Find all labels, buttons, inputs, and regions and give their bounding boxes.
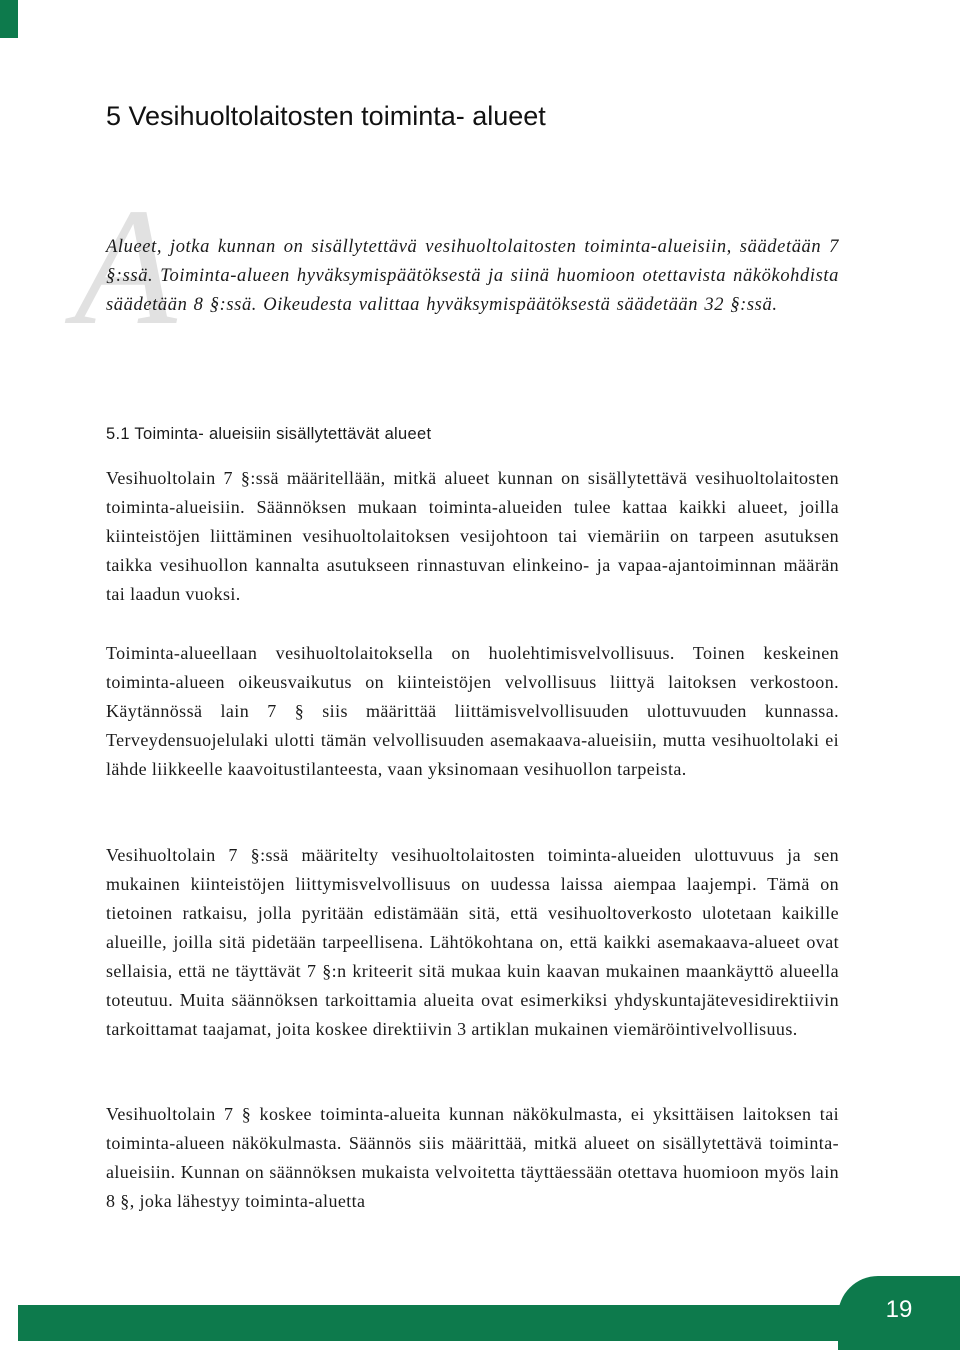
drop-cap-letter: A bbox=[74, 174, 177, 360]
intro-paragraph: Alueet, jotka kunnan on sisällytettävä vesihuoltolaitosten toiminta-alueisiin, säädetään 7 §:ssä. Toiminta-alueen hyväksymispäätöksestä ja siinä huomioon otettavista näkökohdista säädetään 8 §:ssä. Oikeudesta valittaa hyväksymispäätöksestä säädetään 32 §:ssä. bbox=[106, 237, 839, 315]
body-paragraph-1: Vesihuoltolain 7 §:ssä määritellään, mitkä alueet kunnan on sisällytettävä vesihuoltolaitosten toiminta-alueisiin. Säännöksen mukaan toiminta-alueiden tulee kattaa kaikki alueet, joilla kiinteistöjen liittäminen vesihuoltolaitoksen vesijohtoon tai viemäriin on tarpeen asutuksen taikka vesihuollon kannalta asutukseen rinnastuvan elinkeino- ja vapaa-ajantoiminnan määrän tai laadun vuoksi. bbox=[106, 468, 839, 604]
page-number-tab bbox=[838, 1276, 960, 1350]
corner-mark bbox=[0, 0, 18, 38]
footer-bar bbox=[18, 1305, 918, 1341]
page-number: 19 bbox=[885, 1296, 913, 1323]
body-paragraph-4: Vesihuoltolain 7 § koskee toiminta-alueita kunnan näkökulmasta, ei yksittäisen laitoksen tai toiminta-alueen näkökulmasta. Säännös siis määrittää, mitkä alueet on sisällytettävä toiminta-alueisiin. Kunnan on säännöksen mukaista velvoitetta täyttäessään otettava huomioon myös lain 8 §, joka lähestyy toiminta-aluetta bbox=[106, 1104, 839, 1211]
chapter-title: 5 Vesihuoltolaitosten toiminta- alueet bbox=[106, 101, 546, 131]
body-paragraph-3: Vesihuoltolain 7 §:ssä määritelty vesihuoltolaitosten toiminta-alueiden ulottuvuus ja sen mukainen kiinteistöjen liittymisvelvollisuus on uudessa laissa aiempaa laajempi. Tämä on tietoinen ratkaisu, jolla pyritään edistämään sitä, että vesihuoltoverkosto ulotetaan kaikille alueille, joilla sitä pidetään tarpeellisena. Lähtökohtana on, että kaikki asemakaava-alueet ovat sellaisia, että ne täyttävät 7 §:n kriteerit sitä mukaa kuin kaavan mukainen maankäyttö alueella toteutuu. Muita säännöksen tarkoittamia alueita ovat esimerkiksi yhdyskuntajätevesidirektiivin tarkoittamat taajamat, joita koskee direktiivin 3 artiklan mukainen viemäröintivelvollisuus. bbox=[106, 845, 839, 1039]
body-paragraph-2: Toiminta-alueellaan vesihuoltolaitoksella on huolehtimisvelvollisuus. Toinen keskeinen toiminta-alueen oikeusvaikutus on kiinteistöjen velvollisuus liittyä laitoksen verkostoon. Käytännössä lain 7 § siis määrittää liittämisvelvollisuuden ulottuvuuden kunnassa. Terveydensuojelulaki ulotti tämän velvollisuuden asemakaava-alueisiin, mutta vesihuoltolaki ei lähde liikkeelle kaavoitustilanteesta, vaan yksinomaan vesihuollon tarpeista. bbox=[106, 643, 839, 779]
section-title: 5.1 Toiminta- alueisiin sisällytettävät alueet bbox=[106, 425, 432, 443]
